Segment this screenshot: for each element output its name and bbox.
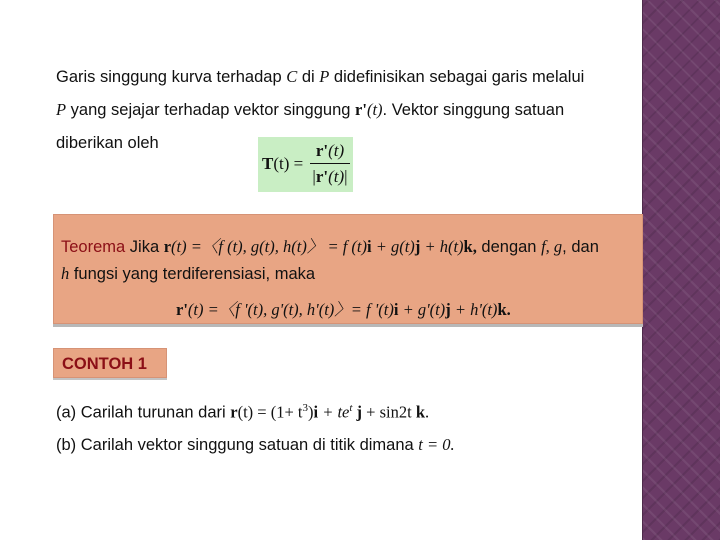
theorem-box xyxy=(53,214,643,324)
formula-fraction xyxy=(310,140,350,189)
formula-denominator: |r'(t)| xyxy=(312,167,348,186)
unit-tangent-formula xyxy=(258,137,353,192)
example-label: CONTOH 1 xyxy=(53,348,167,378)
intro-line-1: Garis singgung kurva terhadap C di P didefinisikan sebagai garis melalui xyxy=(56,67,585,86)
decorative-sidebar xyxy=(642,0,720,540)
formula-numerator: r'(t) xyxy=(315,141,345,160)
example-part-b: (b) Carilah vektor singgung satuan di titik dimana t = 0. xyxy=(56,435,455,454)
example-part-a: (a) Carilah turunan dari $r(t) = (1+ t^3)i + te^t$ j + sin2t k. xyxy=(56,402,430,422)
intro-line-3: diberikan oleh xyxy=(56,134,159,152)
formula-lhs: T(t) = xyxy=(262,154,304,173)
theorem-line-2: h fungsi yang terdiferensiasi, maka xyxy=(61,264,316,283)
intro-line-2: P yang sejajar terhadap vektor singgung r'(t). Vektor singgung satuan xyxy=(56,100,565,119)
theorem-label: Teorema xyxy=(61,238,126,256)
theorem-line-1: Teorema Jika r(t) =〈f (t), g(t), h(t)〉 = f (t)i + g(t)j + h(t)k, dengan f, g, dan xyxy=(61,237,599,256)
fraction-bar xyxy=(310,163,350,164)
theorem-line-3: r'(t) =〈f '(t), g'(t), h'(t)〉= f '(t)i + g'(t)j + h'(t)k. xyxy=(176,300,511,319)
